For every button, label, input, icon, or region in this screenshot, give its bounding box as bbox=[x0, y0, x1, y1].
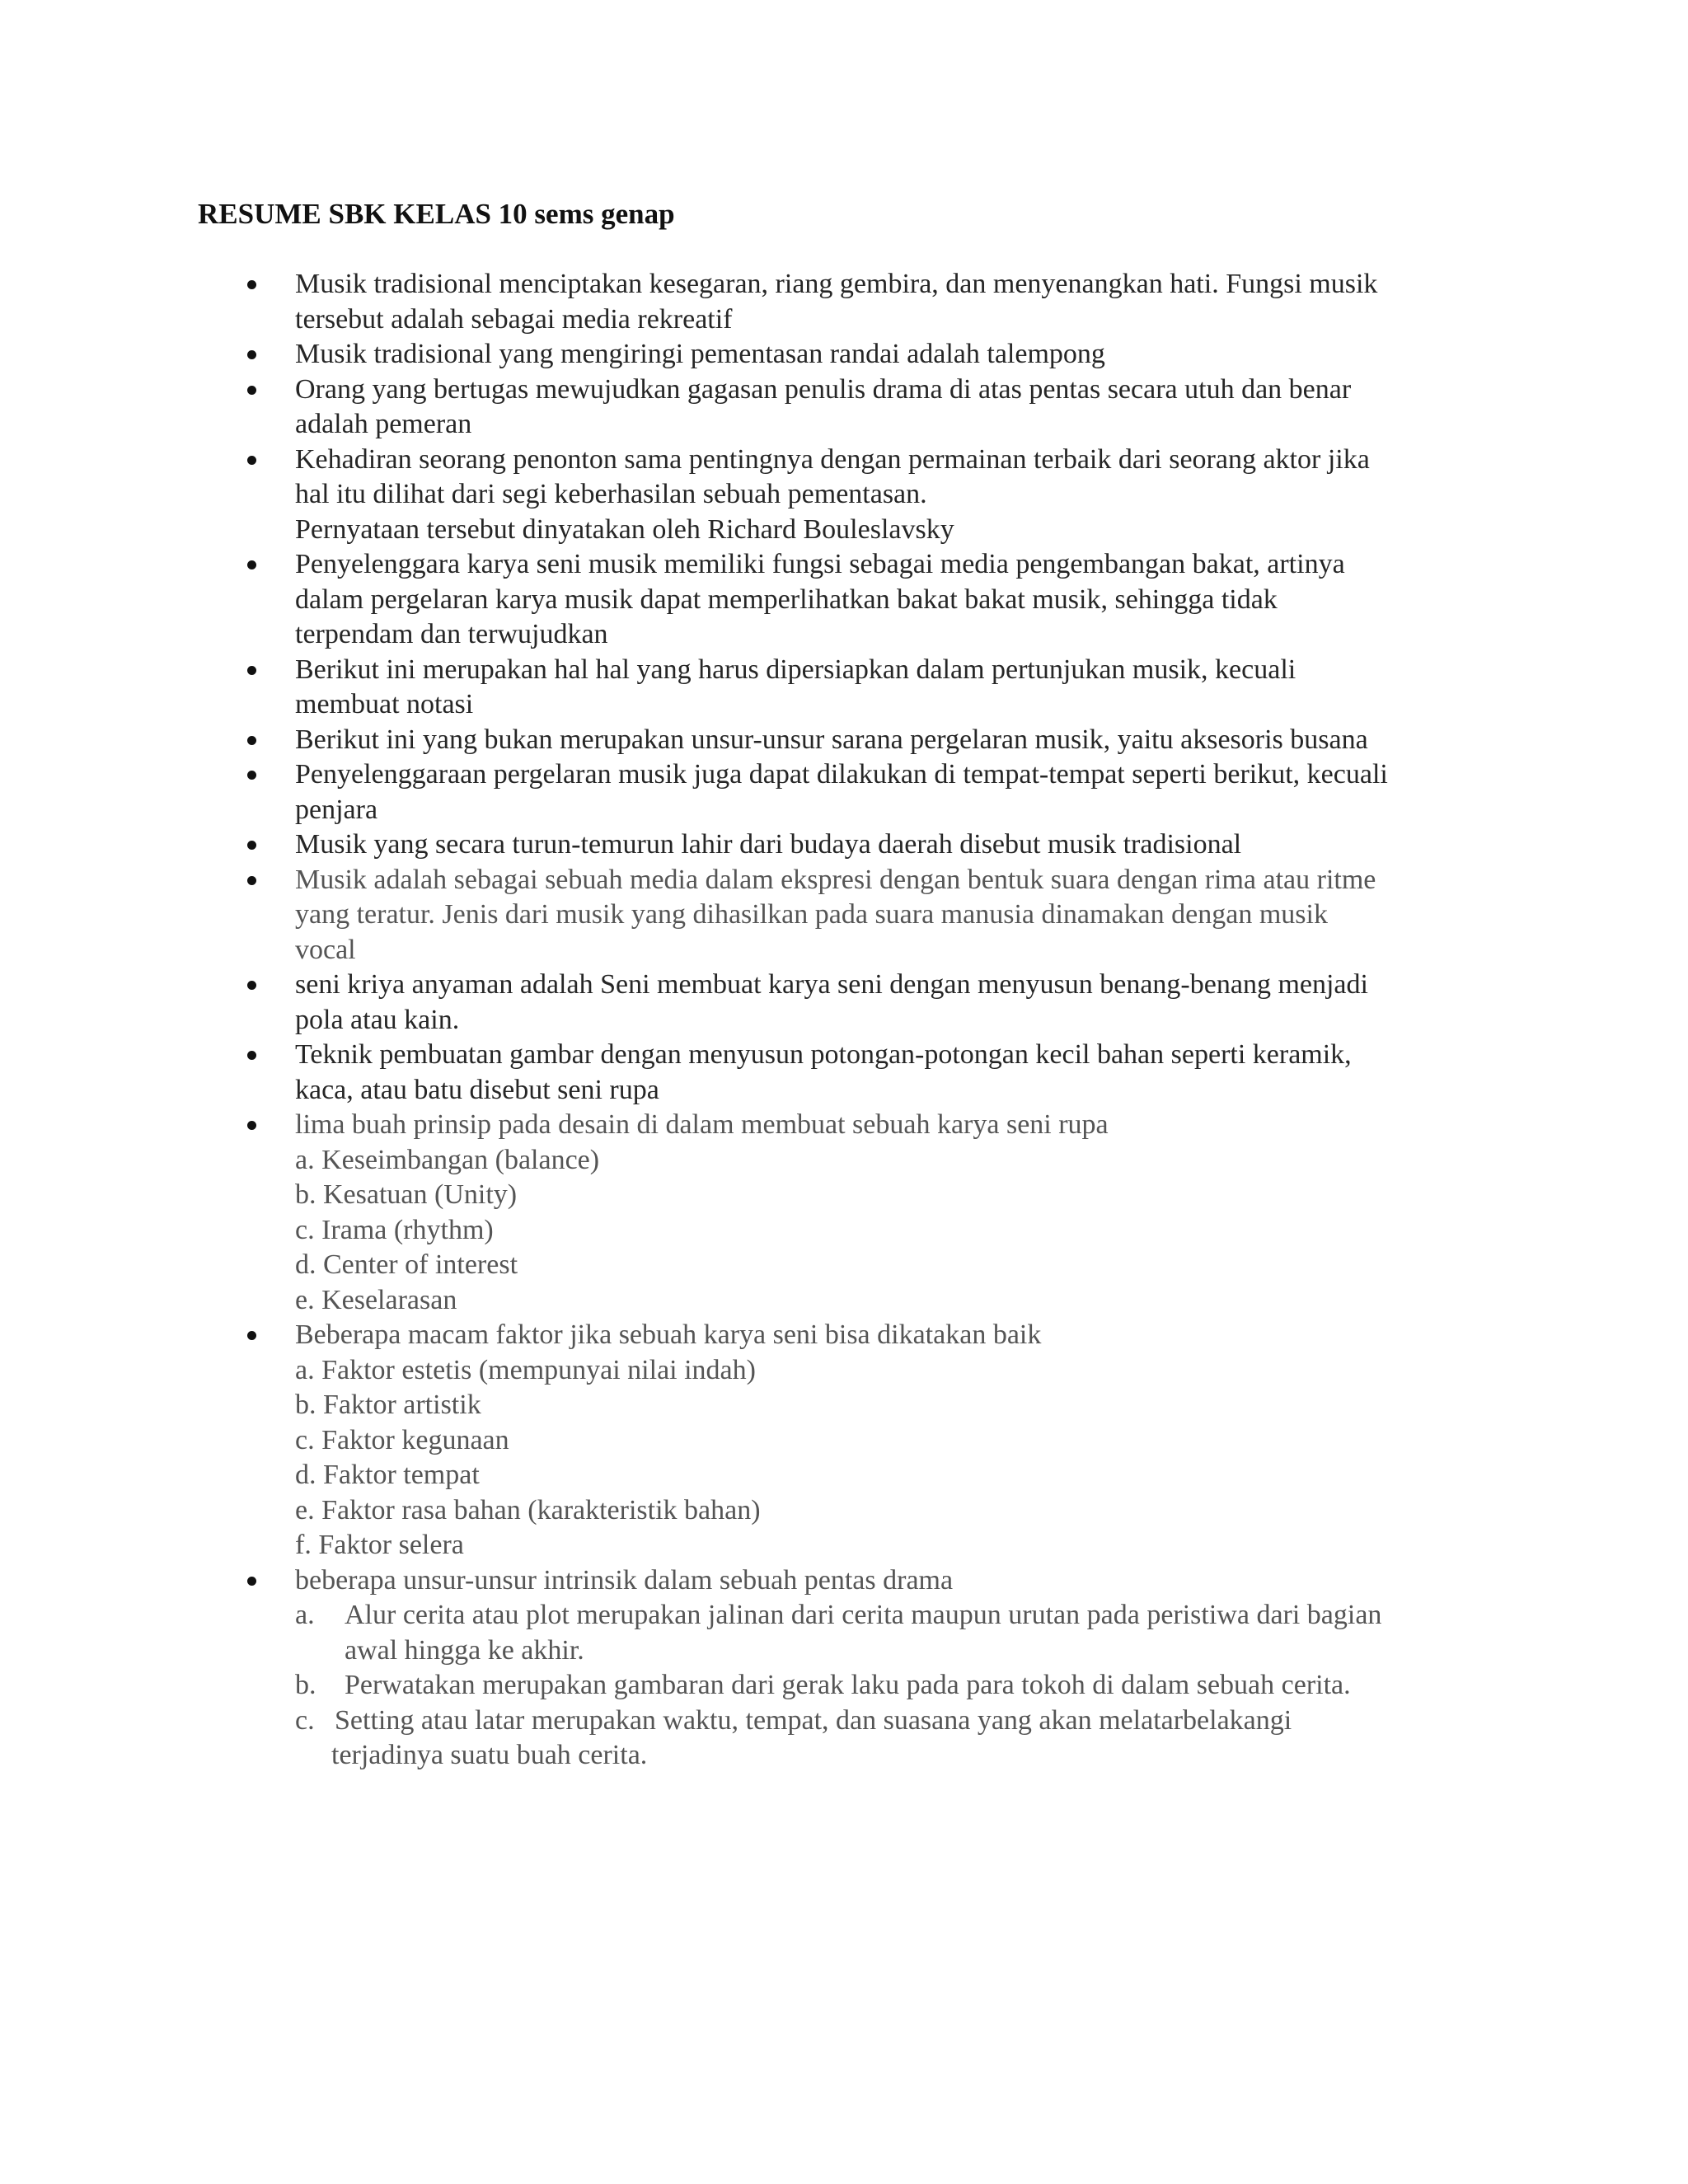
list-item-line: Musik tradisional menciptakan kesegaran, riang gembira, dan menyenangkan hati. Fungsi musik bbox=[295, 269, 1378, 299]
sublist-item: d. Center of interest bbox=[295, 1249, 518, 1280]
list-item-line: Musik tradisional yang mengiringi pementasan randai adalah talempong bbox=[295, 339, 1105, 369]
list-item-line: Berikut ini merupakan hal hal yang harus dipersiapkan dalam pertunjukan musik, kecuali bbox=[295, 654, 1296, 685]
bullet-icon bbox=[247, 736, 256, 745]
bullet-icon bbox=[247, 1577, 256, 1586]
list-item bbox=[0, 863, 1482, 968]
document-title: RESUME SBK KELAS 10 sems genap bbox=[198, 198, 675, 230]
bullet-icon bbox=[247, 386, 256, 395]
sublist-item: f. Faktor selera bbox=[295, 1530, 464, 1560]
bullet-icon bbox=[247, 1121, 256, 1130]
list-item-line: pola atau kain. bbox=[295, 1004, 460, 1035]
list-item-line: adalah pemeran bbox=[295, 409, 472, 439]
bullet-icon bbox=[247, 1331, 256, 1340]
sublist-item: d. Faktor tempat bbox=[295, 1460, 480, 1490]
sublist-item: b. Faktor artistik bbox=[295, 1390, 481, 1420]
list-item bbox=[0, 1318, 1482, 1563]
list-item-line: dalam pergelaran karya musik dapat memperlihatkan bakat bakat musik, sehingga tidak bbox=[295, 583, 1278, 615]
bullet-icon bbox=[247, 876, 256, 885]
sublist-item-line: terjadinya suatu buah cerita. bbox=[331, 1740, 648, 1770]
sublist-item: c. Faktor kegunaan bbox=[295, 1424, 509, 1455]
sublist-item-line: Alur cerita atau plot merupakan jalinan dari cerita maupun urutan pada peristiwa dari bagian bbox=[345, 1600, 1382, 1630]
list-item-line: membuat notasi bbox=[295, 689, 474, 719]
list-item-line: Musik adalah sebagai sebuah media dalam ekspresi dengan bentuk suara dengan rima atau ritme bbox=[295, 864, 1376, 895]
list-item bbox=[0, 267, 1482, 337]
list-item-line: terpendam dan terwujudkan bbox=[295, 619, 608, 649]
bullet-icon bbox=[247, 456, 256, 465]
list-item-line: seni kriya anyaman adalah Seni membuat karya seni dengan menyusun benang-benang menjadi bbox=[295, 969, 1368, 1000]
bullet-icon bbox=[247, 280, 256, 289]
sublist-item bbox=[295, 1598, 1482, 1668]
list-item-line: Penyelenggaraan pergelaran musik juga dapat dilakukan di tempat-tempat seperti berikut, kecuali bbox=[295, 759, 1388, 790]
bullet-icon bbox=[247, 841, 256, 850]
list-item-line: Teknik pembuatan gambar dengan menyusun potongan-potongan kecil bahan seperti keramik, bbox=[295, 1039, 1352, 1070]
list-item bbox=[0, 547, 1482, 653]
sublist-item-line: awal hingga ke akhir. bbox=[345, 1634, 584, 1666]
sublist-marker: c. bbox=[295, 1704, 315, 1736]
list-item bbox=[0, 1038, 1482, 1108]
list-item-line: Kehadiran seorang penonton sama pentingnya dengan permainan terbaik dari seorang aktor jika bbox=[295, 443, 1370, 475]
list-item-line: Musik yang secara turun-temurun lahir dari budaya daerah disebut musik tradisional bbox=[295, 829, 1242, 860]
list-item bbox=[0, 827, 1482, 863]
resume-bullet-list bbox=[0, 267, 1688, 1774]
list-item bbox=[0, 337, 1482, 373]
list-item bbox=[0, 443, 1482, 548]
sublist-marker: a. bbox=[295, 1600, 315, 1630]
bullet-icon bbox=[247, 666, 256, 675]
list-item bbox=[0, 723, 1482, 758]
sublist-item: c. Irama (rhythm) bbox=[295, 1214, 494, 1245]
bullet-icon bbox=[247, 1051, 256, 1060]
sublist-item: a. Keseimbangan (balance) bbox=[295, 1144, 600, 1175]
list-item-line: yang teratur. Jenis dari musik yang dihasilkan pada suara manusia dinamakan dengan musik bbox=[295, 899, 1328, 930]
bullet-icon bbox=[247, 981, 256, 990]
list-item bbox=[0, 373, 1482, 443]
sublist-item: e. Faktor rasa bahan (karakteristik bahan) bbox=[295, 1494, 761, 1526]
list-item-line: penjara bbox=[295, 794, 378, 825]
bullet-icon bbox=[247, 771, 256, 780]
drama-elements-sublist bbox=[295, 1598, 1482, 1774]
list-item bbox=[0, 968, 1482, 1038]
sublist-item-line: Setting atau latar merupakan waktu, tempat, dan suasana yang akan melatarbelakangi bbox=[335, 1704, 1292, 1736]
sublist-marker: b. bbox=[295, 1670, 316, 1700]
list-item bbox=[0, 653, 1482, 723]
list-item-line: Penyelenggara karya seni musik memiliki fungsi sebagai media pengembangan bakat, artinya bbox=[295, 549, 1345, 579]
sublist-item bbox=[295, 1704, 1482, 1774]
sublist-item-line: Perwatakan merupakan gambaran dari gerak laku pada para tokoh di dalam sebuah cerita. bbox=[345, 1670, 1351, 1700]
list-item-line: beberapa unsur-unsur intrinsik dalam sebuah pentas drama bbox=[295, 1564, 954, 1596]
sublist-item bbox=[295, 1668, 1482, 1704]
sublist-item: b. Kesatuan (Unity) bbox=[295, 1179, 518, 1210]
art-factors-sublist bbox=[295, 1353, 1482, 1563]
list-item bbox=[0, 757, 1482, 827]
list-item-line: Orang yang bertugas mewujudkan gagasan penulis drama di atas pentas secara utuh dan benar bbox=[295, 373, 1352, 405]
bullet-icon bbox=[247, 560, 256, 569]
design-principles-sublist bbox=[295, 1143, 1482, 1319]
list-item-line: vocal bbox=[295, 934, 356, 965]
bullet-icon bbox=[247, 350, 256, 359]
list-item-line: kaca, atau batu disebut seni rupa bbox=[295, 1074, 659, 1105]
list-item-line: Beberapa macam faktor jika sebuah karya seni bisa dikatakan baik bbox=[295, 1319, 1042, 1350]
list-item-line: Berikut ini yang bukan merupakan unsur-unsur sarana pergelaran musik, yaitu aksesoris busana bbox=[295, 724, 1368, 755]
sublist-item: e. Keselarasan bbox=[295, 1284, 457, 1315]
list-item bbox=[0, 1108, 1482, 1318]
sublist-item: a. Faktor estetis (mempunyai nilai indah) bbox=[295, 1354, 756, 1385]
list-item bbox=[0, 1563, 1482, 1774]
list-item-line: lima buah prinsip pada desain di dalam membuat sebuah karya seni rupa bbox=[295, 1109, 1109, 1140]
list-item-line: tersebut adalah sebagai media rekreatif bbox=[295, 303, 733, 335]
list-item-line: Pernyataan tersebut dinyatakan oleh Richard Bouleslavsky bbox=[295, 513, 954, 545]
list-item-line: hal itu dilihat dari segi keberhasilan sebuah pementasan. bbox=[295, 479, 927, 509]
